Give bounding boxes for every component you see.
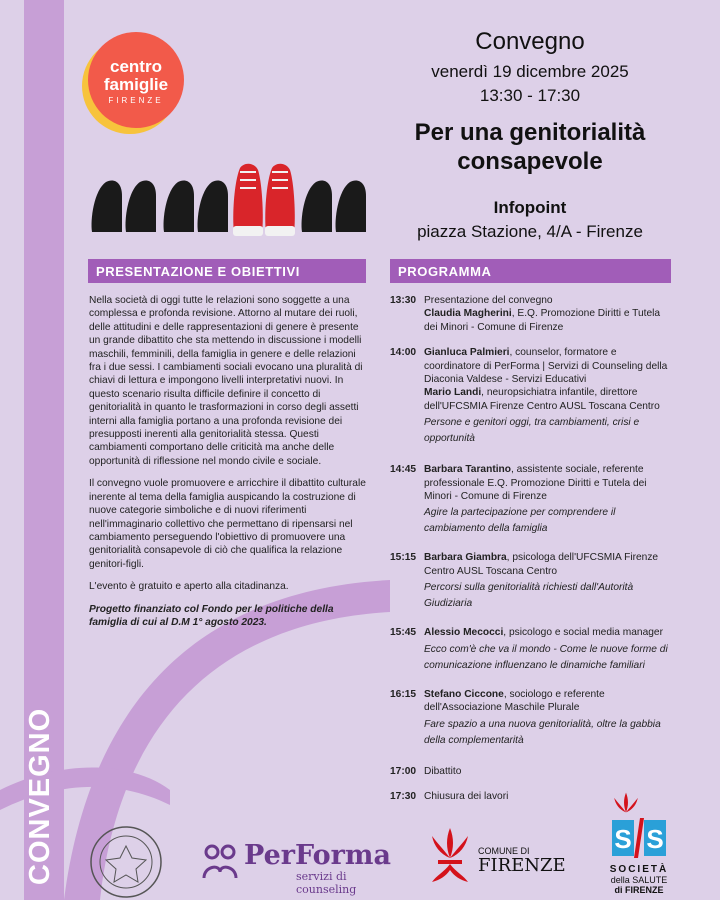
event-time: 13:30 - 17:30 — [479, 86, 581, 105]
centro-famiglie-logo — [88, 32, 184, 128]
presidenza-consiglio-seal — [88, 824, 164, 900]
performa-subtitle: servizi di counseling — [296, 870, 357, 896]
funding-note: Progetto finanziato col Fondo per le politiche della famiglia di cui al D.M 1° agosto 2023. — [89, 603, 334, 628]
item-text: Dibattito — [424, 765, 462, 777]
black-shoes-right — [302, 181, 366, 232]
vertical-convegno-label: CONVEGNO — [24, 707, 56, 885]
item-text: Chiusura dei lavori — [424, 790, 509, 802]
presentazione-paragraph-2: Il convegno vuole promuovere e arricchire il dibattito culturale inerente al tema della famiglia auspicando la costruzione di nuove categorie simboliche e di nuovi riferimenti nell'immaginario collettivo che permettano di ripensarsi nel cambiamento perseguendo l'obiettivo di promuovere una genitorialità consapevole di ciò che qualifica la relazione genitori-figli. — [89, 478, 366, 570]
programma-item — [390, 463, 675, 537]
item-role: , sociologo e referente dell'Associazione Maschile Plurale — [424, 688, 605, 714]
presentazione-paragraph-3: L'evento è gratuito e aperto alla citadinanza. — [89, 581, 289, 593]
item-talk: Percorsi sulla genitorialità richiesti dall'Autorità Giudiziaria — [424, 582, 634, 610]
performa-logo — [200, 840, 400, 896]
item-time: 17:30 — [390, 790, 417, 802]
performa-people-icon — [200, 842, 240, 882]
black-shoes-left — [92, 181, 228, 232]
comune-label: COMUNE DI — [478, 846, 530, 856]
item-role: , assistente sociale, referente professionale E.Q. Promozione Diritti e Tutela dei Minori - Comune di Firenze — [424, 464, 647, 503]
logo-text-centro: centro — [110, 57, 162, 76]
item-talk: Agire la partecipazione per comprendere il cambiamento della famiglia — [424, 507, 616, 535]
shoes-illustration — [88, 160, 370, 240]
programma-item — [390, 688, 675, 749]
programma-item — [390, 765, 675, 778]
item-speaker: Barbara Giambra — [424, 552, 507, 564]
programma-item — [390, 346, 675, 447]
item-speaker-2: Mario Landi — [424, 387, 482, 399]
sds-line-3: di FIRENZE — [614, 885, 664, 895]
florence-lily-icon — [428, 824, 472, 888]
item-speaker: Barbara Tarantino — [424, 464, 511, 476]
presentazione-paragraph-1: Nella società di oggi tutte le relazioni sono soggette a una complessa e profonda revisione. Attorno al mutare dei ruoli, delle attitudini e delle rappresentazioni di genere è presente un grande dibattito che sta mettendo in discussione i modelli maschili, femminili, della famiglia in genere e delle relazioni fra i due sessi. I cambiamenti sociali evocano una pluralità di chiavi di lettura e impongono livelli interpretativi nuovi. In questo scenario risulta difficile definire il concetto di genitorialità in quanto le trasformazioni in corso degli assetti interni alla famiglia portano a una profonda revisione dei presupposti inerenti alla genitorialità stessa. Questi cambiamenti comportano delle criticità ma anche delle opportunità di riflessione nel mondo civile e sociale. — [89, 295, 363, 467]
item-time: 15:15 — [390, 552, 417, 564]
programma-item — [390, 294, 675, 334]
item-role-2: , neuropsichiatra infantile, direttore dell'UFCSMIA Firenze Centro AUSL Toscana Centro — [424, 387, 660, 412]
item-talk: Ecco com'è che va il mondo - Come le nuove forme di comunicazione influenzano le dinamiche familiari — [424, 643, 668, 671]
item-talk: Persone e genitori oggi, tra cambiamenti, crisi e opportunità — [424, 417, 640, 445]
presentazione-body — [89, 294, 369, 638]
programma-item — [390, 551, 675, 612]
logo-text-firenze: FIRENZE — [108, 96, 164, 105]
item-role: , psicologo e social media manager — [503, 627, 663, 639]
item-text: Presentazione del convegno — [424, 295, 553, 306]
comune-city: FIRENZE — [478, 855, 566, 876]
venue-name: Infopoint — [493, 198, 567, 217]
presentazione-heading: PRESENTAZIONE E OBIETTIVI — [88, 259, 366, 283]
red-sneakers — [233, 164, 295, 236]
logo-text-famiglie: famiglie — [103, 75, 169, 94]
sds-line-1: SOCIETÀ — [609, 864, 669, 875]
svg-text:S: S — [646, 824, 664, 854]
item-role: , E.Q. Promozione Diritti e Tutela dei Minori - Comune di Firenze — [424, 308, 661, 333]
programma-list — [390, 294, 675, 803]
event-title-line2: consapevole — [457, 148, 603, 175]
item-time: 14:45 — [390, 464, 417, 476]
item-speaker: Gianluca Palmieri — [424, 347, 510, 359]
event-header — [390, 28, 670, 106]
item-speaker: Alessio Mecocci — [424, 627, 504, 639]
item-time: 14:00 — [390, 347, 417, 359]
item-speaker: Claudia Magherini — [424, 308, 512, 320]
item-speaker: Stefano Ciccone — [424, 688, 504, 700]
item-role: , counselor, formatore e coordinatore di PerForma | Servizi di Counseling della Diaconia Valdese - Servizi Educativi — [424, 347, 668, 386]
event-title — [380, 118, 680, 176]
programma-heading: PROGRAMMA — [390, 259, 671, 283]
sds-monogram-icon — [610, 814, 668, 862]
event-kind: Convegno — [475, 28, 585, 55]
societa-della-salute-logo — [604, 786, 674, 898]
comune-firenze-logo — [428, 824, 568, 890]
programma-item — [390, 626, 675, 673]
svg-text:S: S — [614, 824, 632, 854]
item-talk: Fare spazio a una nuova genitorialità, oltre la gabbia della complementarità — [424, 718, 661, 746]
footer-logos — [0, 780, 720, 900]
item-role: , psicologa dell'UFCSMIA Firenze Centro AUSL Toscana Centro — [424, 552, 659, 577]
sds-line-2: della SALUTE — [610, 875, 668, 885]
performa-wordmark: PerForma — [244, 840, 391, 871]
item-time: 17:00 — [390, 765, 417, 777]
venue-address: piazza Stazione, 4/A - Firenze — [417, 222, 643, 241]
item-time: 13:30 — [390, 295, 417, 306]
item-time: 16:15 — [390, 688, 417, 700]
event-date: venerdì 19 dicembre 2025 — [431, 62, 629, 81]
venue — [380, 198, 680, 242]
item-time: 15:45 — [390, 627, 417, 639]
event-title-line1: Per una genitorialità — [414, 119, 646, 146]
